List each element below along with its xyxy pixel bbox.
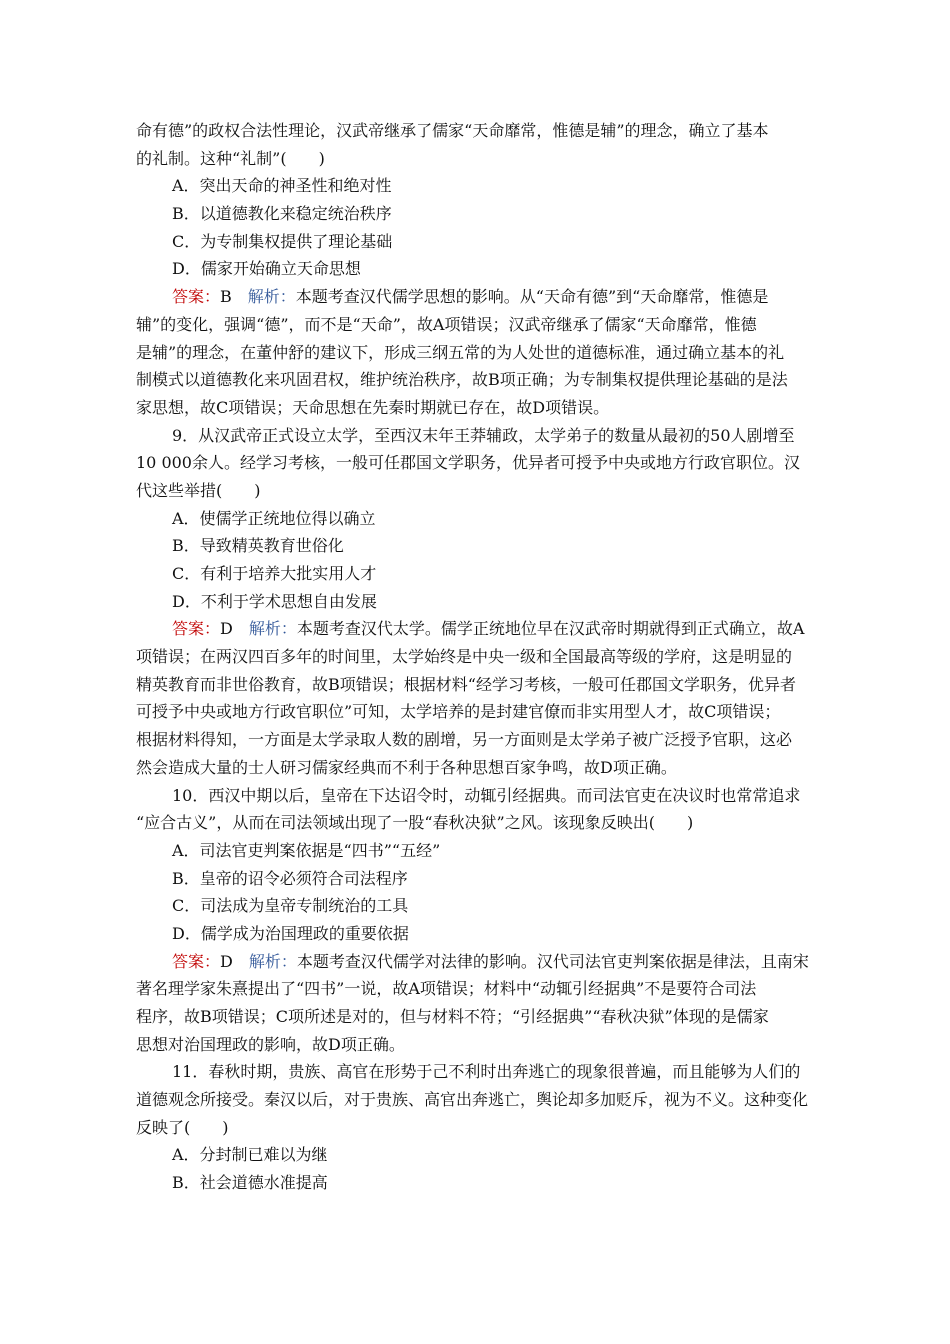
analysis-line: 著名理学家朱熹提出了“四书”一说，故A项错误；材料中“动辄引经据典”不是要符合司法: [136, 979, 757, 999]
analysis-text: 本题考查汉代儒学对法律的影响。汉代司法官吏判案依据是律法，且南宋: [296, 951, 809, 971]
option-a: A．突出天命的神圣性和绝对性: [172, 176, 392, 196]
analysis-line: 然会造成大量的士人研习儒家经典而不利于各种思想百家争鸣，故D项正确。: [136, 757, 677, 777]
question-stem-line: 命有德”的政权合法性理论，汉武帝继承了儒家“天命靡常，惟德是辅”的理念，确立了基本: [136, 121, 769, 140]
analysis-label: 解析：: [248, 951, 297, 971]
option-a: A．分封制已难以为继: [172, 1145, 328, 1165]
analysis-line: 精英教育而非世俗教育，故B项错误；根据材料“经学习考核，一般可任郡国文学职务，优异者: [136, 674, 796, 694]
answer-line: [136, 948, 816, 976]
question-stem-line: 反映了( ): [136, 1117, 229, 1137]
analysis-line: 可授予中央或地方行政官职位”可知，太学培养的是封建官僚而非实用型人才，故C项错误；: [136, 702, 781, 722]
option-b: B．以道德教化来稳定统治秩序: [172, 204, 392, 224]
option-d: D．儒学成为治国理政的重要依据: [172, 923, 409, 943]
analysis-label: 解析：: [247, 287, 296, 307]
option-c: C．有利于培养大批实用人才: [172, 564, 377, 583]
answer-value: D: [220, 619, 249, 639]
question-10: [136, 782, 816, 1059]
page-content: [136, 117, 816, 1197]
answer-label: 答案：: [172, 619, 221, 639]
answer-line: [136, 615, 816, 643]
analysis-line: 是辅”的理念，在董仲舒的建议下，形成三纲五常的为人处世的道德标准，通过确立基本的礼: [136, 342, 785, 362]
analysis-line: 辅”的变化，强调“德”，而不是“天命”，故A项错误；汉武帝继承了儒家“天命靡常，惟德: [136, 314, 757, 334]
analysis-line: 程序，故B项错误；C项所述是对的，但与材料不符；“引经据典”“春秋决狱”体现的是儒家: [136, 1007, 769, 1026]
question-stem-line: 道德观念所接受。秦汉以后，对于贵族、高官出奔逃亡，舆论却多加贬斥，视为不义。这种变化: [136, 1090, 809, 1110]
option-c: C．为专制集权提供了理论基础: [172, 231, 393, 251]
question-9: [136, 422, 816, 782]
question-stem-line: 代这些举措( ): [136, 480, 261, 500]
question-stem-line: 11．春秋时期，贵族、高官在形势于己不利时出奔逃亡的现象很普遍，而且能够为人们的: [172, 1062, 801, 1082]
answer-value: D: [220, 951, 249, 971]
answer-line: [136, 283, 816, 311]
question-stem-line: 9．从汉武帝正式设立太学，至西汉末年王莽辅政，太学弟子的数量从最初的50人剧增至: [172, 425, 795, 445]
option-a: A．使儒学正统地位得以确立: [172, 508, 376, 528]
option-d: D．儒家开始确立天命思想: [172, 259, 361, 279]
question-8: [136, 117, 816, 422]
option-b: B．社会道德水准提高: [172, 1173, 328, 1193]
analysis-line: 制模式以道德教化来巩固君权，维护统治秩序，故B项正确；为专制集权提供理论基础的是法: [136, 370, 788, 390]
question-stem-line: 10 000余人。经学习考核，一般可任郡国文学职务，优异者可授予中央或地方行政官职位。汉: [136, 453, 800, 473]
analysis-text: 本题考查汉代儒学思想的影响。从“天命有德”到“天命靡常，惟德是: [295, 287, 769, 307]
question-stem-line: 10．西汉中期以后，皇帝在下达诏令时，动辄引经据典。而司法官吏在决议时也常常追求: [172, 785, 801, 805]
answer-value: B: [220, 287, 248, 307]
question-stem-line: “应合古义”，从而在司法领域出现了一股“春秋决狱”之风。该现象反映出( ): [136, 813, 694, 833]
question-stem-line: 的礼制。这种“礼制”( ): [136, 148, 325, 168]
analysis-line: 思想对治国理政的影响，故D项正确。: [136, 1034, 405, 1054]
option-a: A．司法官吏判案依据是“四书”“五经”: [172, 840, 441, 860]
analysis-line: 家思想，故C项错误；天命思想在先秦时期就已存在，故D项错误。: [136, 397, 610, 417]
option-d: D．不利于学术思想自由发展: [172, 591, 377, 611]
analysis-text: 本题考查汉代太学。儒学正统地位早在汉武帝时期就得到正式确立，故A: [296, 619, 805, 639]
analysis-label: 解析：: [248, 619, 297, 639]
analysis-line: 项错误；在两汉四百多年的时间里，太学始终是中央一级和全国最高等级的学府，这是明显的: [136, 647, 793, 667]
option-b: B．皇帝的诏令必须符合司法程序: [172, 868, 408, 888]
option-c: C．司法成为皇帝专制统治的工具: [172, 896, 409, 916]
question-11: [136, 1058, 816, 1196]
option-b: B．导致精英教育世俗化: [172, 536, 344, 556]
answer-label: 答案：: [172, 287, 221, 307]
answer-label: 答案：: [172, 951, 221, 971]
analysis-line: 根据材料得知，一方面是太学录取人数的剧增，另一方面则是太学弟子被广泛授予官职，这必: [136, 730, 793, 750]
